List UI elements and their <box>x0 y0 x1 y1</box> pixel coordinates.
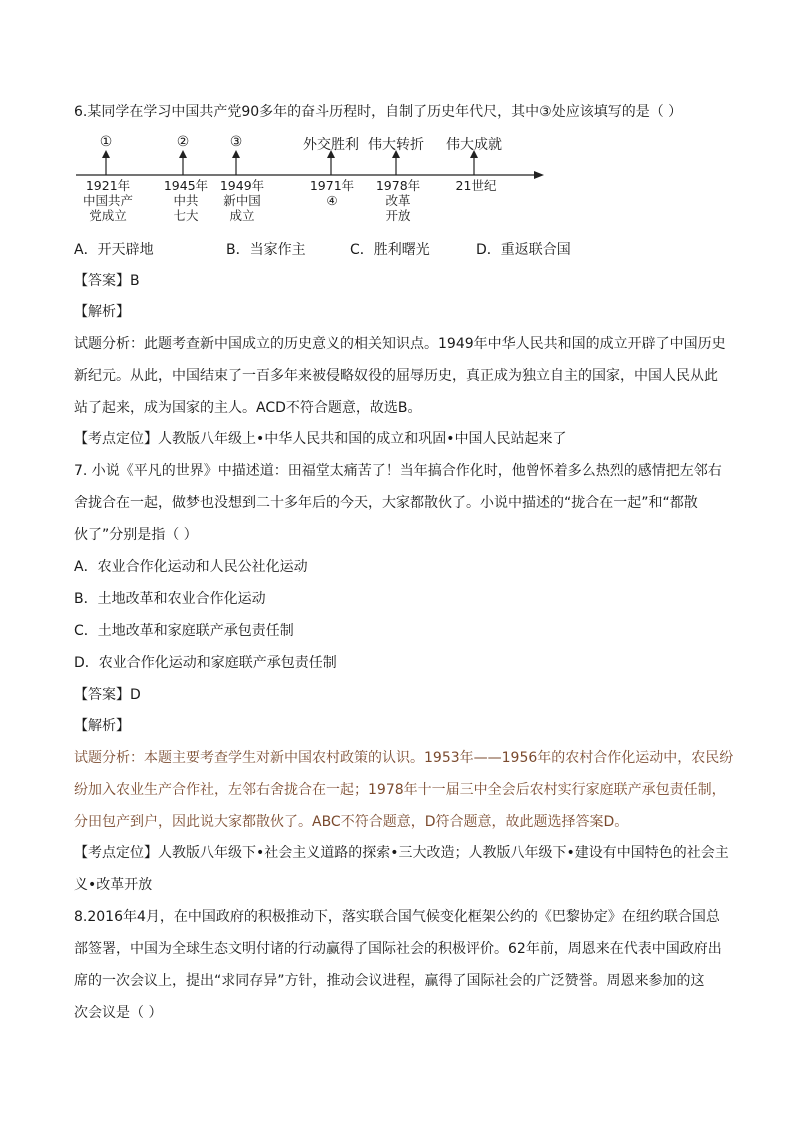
timeline-event: 新中国 <box>223 193 261 208</box>
q6-analysis-line: 站了起来，成为国家的主人。ACD不符合题意，故选B。 <box>74 400 422 416</box>
q6-analysis-line: 新纪元。从此，中国结束了一百多年来被侵略奴役的屈辱历史，真正成为独立自主的国家，中国人民从此 <box>74 368 718 384</box>
timeline-event: ④ <box>326 193 338 208</box>
timeline-year: 1921年 <box>85 178 131 193</box>
q6-option-d: D．重返联合国 <box>476 242 571 258</box>
q8-stem-line: 次会议是（ ） <box>74 1005 163 1021</box>
timeline-bottom-label <box>310 178 354 208</box>
timeline-bottom-label <box>376 178 420 223</box>
q8-stem-line: 8.2016年4月，在中国政府的积极推动下，落实联合国气候变化框架公约的《巴黎协定》在纽约联合国总 <box>74 909 720 925</box>
timeline-year: 1978年 <box>375 178 421 193</box>
q7-point-line: 义•改革开放 <box>74 877 153 893</box>
q7-analysis-line: 纷加入农业生产合作社，左邻右舍拢合在一起；1978年十一届三中全会后农村实行家庭联产承包责任制， <box>74 782 726 798</box>
timeline-bottom-label <box>456 178 497 193</box>
timeline-bottom-label <box>164 178 208 223</box>
q7-stem-line: 7. 小说《平凡的世界》中描述道：田福堂太痛苦了！当年搞合作化时，他曾怀着多么热烈的感情把左邻右 <box>74 463 722 479</box>
q7-analysis-line: 试题分析：本题主要考查学生对新中国农村政策的认识。1953年——1956年的农村合作化运动中，农民纷 <box>74 750 734 766</box>
timeline-bottom-label <box>83 178 133 223</box>
timeline-year: 1949年 <box>219 178 265 193</box>
q7-point-line: 【考点定位】人教版八年级下•社会主义道路的探索•三大改造；人教版八年级下•建设有中国特色的社会主 <box>74 845 729 861</box>
timeline-top-label: 外交胜利 <box>303 137 359 153</box>
q7-option-c: C．土地改革和家庭联产承包责任制 <box>74 623 294 639</box>
timeline-top-label: 伟大成就 <box>446 137 502 153</box>
timeline-event: 党成立 <box>89 208 127 223</box>
timeline-event: 中共 <box>173 193 199 208</box>
q7-option-d: D．农业合作化运动和家庭联产承包责任制 <box>74 655 337 671</box>
q6-timeline <box>76 134 546 228</box>
timeline-event: 改革 <box>385 193 411 208</box>
timeline-top-label: 伟大转折 <box>368 137 424 153</box>
q7-option-a: A．农业合作化运动和人民公社化运动 <box>74 559 308 575</box>
timeline-bottom-label <box>220 178 264 223</box>
q6-options <box>74 239 734 257</box>
q6-point: 【考点定位】人教版八年级上•中华人民共和国的成立和巩固•中国人民站起来了 <box>74 431 567 447</box>
q8-stem-line: 席的一次会议上，提出“求同存异”方针，推动会议进程，赢得了国际社会的广泛赞誉。周恩来参加的这 <box>74 973 705 989</box>
timeline-event: 开放 <box>385 208 411 223</box>
timeline-top-label: ③ <box>229 134 243 150</box>
q6-stem: 6.某同学在学习中国共产党90多年的奋斗历程时，自制了历史年代尺，其中③处应该填写的是（ ） <box>74 104 683 120</box>
q6-option-c: C．胜利曙光 <box>350 242 430 258</box>
timeline-top-label: ② <box>176 134 190 150</box>
timeline-event: 中国共产 <box>82 193 134 208</box>
timeline-event: 成立 <box>229 208 255 223</box>
q6-option-b: B．当家作主 <box>226 242 306 258</box>
timeline-top-label: ① <box>99 134 113 150</box>
q7-analysis-line: 分田包产到户，因此说大家都散伙了。ABC不符合题意，D符合题意，故此题选择答案D。 <box>74 814 629 830</box>
q7-option-b: B．土地改革和农业合作化运动 <box>74 591 266 607</box>
q6-analysis-title: 【解析】 <box>74 304 130 320</box>
q7-stem-line: 伙了”分别是指（ ） <box>74 527 198 543</box>
timeline-year: 21世纪 <box>455 178 497 193</box>
q6-option-a: A．开天辟地 <box>74 242 154 258</box>
q7-stem-line: 舍拢合在一起，做梦也没想到二十多年后的今天，大家都散伙了。小说中描述的“拢合在一起”和“都散 <box>74 495 698 511</box>
q7-answer: 【答案】D <box>74 687 141 703</box>
timeline-year: 1971年 <box>309 178 355 193</box>
q7-analysis-title: 【解析】 <box>74 718 130 734</box>
timeline-year: 1945年 <box>163 178 209 193</box>
q6-analysis-line: 试题分析：此题考查新中国成立的历史意义的相关知识点。1949年中华人民共和国的成立开辟了中国历史 <box>74 336 726 352</box>
timeline-event: 七大 <box>173 208 199 223</box>
q8-stem-line: 部签署，中国为全球生态文明付诸的行动赢得了国际社会的积极评价。62年前，周恩来在代表中国政府出 <box>74 941 722 957</box>
q6-answer: 【答案】B <box>74 273 140 289</box>
